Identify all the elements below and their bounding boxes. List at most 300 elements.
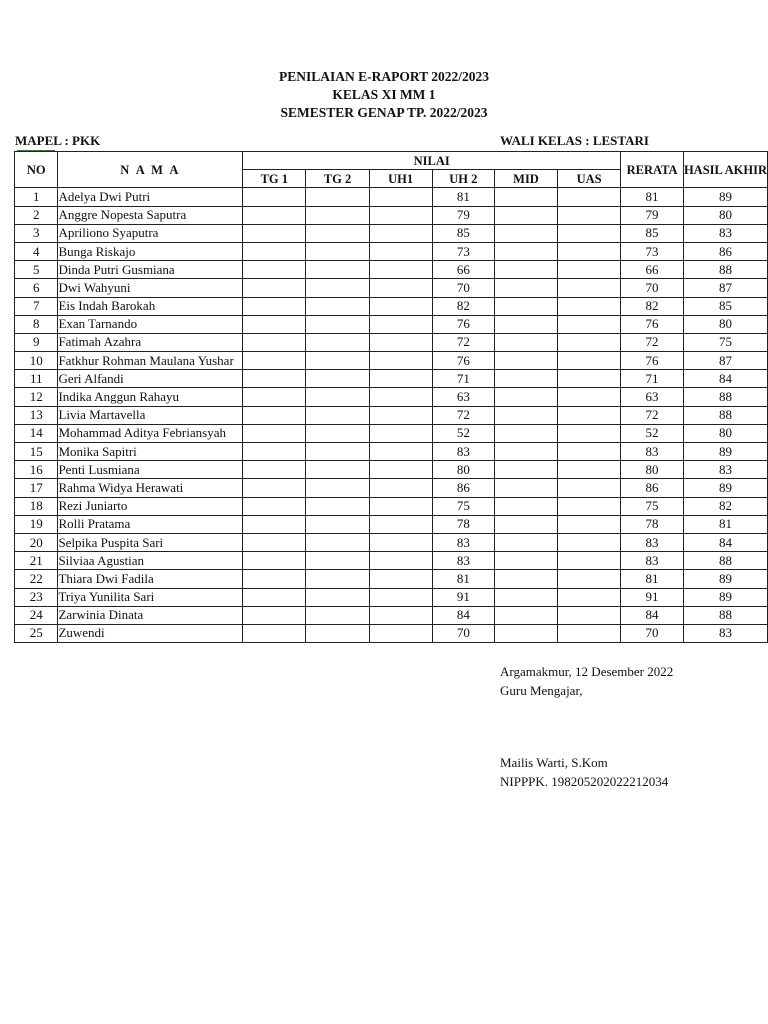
- cell-hasil: 88: [683, 552, 767, 570]
- cell-mid: [494, 224, 557, 242]
- cell-mid: [494, 333, 557, 351]
- cell-mid: [494, 188, 557, 206]
- cell-mid: [494, 497, 557, 515]
- cell-tg2: [306, 188, 369, 206]
- cell-uas: [558, 479, 621, 497]
- cell-uh2: 76: [432, 315, 494, 333]
- cell-hasil: 83: [683, 624, 767, 642]
- header-nilai: NILAI: [243, 152, 621, 170]
- signature-top: [500, 662, 673, 700]
- cell-uh2: 70: [432, 279, 494, 297]
- cell-hasil: 82: [683, 497, 767, 515]
- cell-hasil: 86: [683, 242, 767, 260]
- cell-rerata: 73: [621, 242, 684, 260]
- student-name: Exan Tarnando: [58, 316, 138, 332]
- header-uas: UAS: [558, 170, 621, 188]
- cell-uh1: [369, 333, 432, 351]
- table-row: [15, 206, 768, 224]
- student-name: Silviaa Agustian: [58, 552, 145, 568]
- cell-no: 24: [15, 606, 58, 624]
- cell-uh1: [369, 624, 432, 642]
- cell-hasil: 85: [683, 297, 767, 315]
- cell-rerata: 63: [621, 388, 684, 406]
- cell-mid: [494, 533, 557, 551]
- table-row: [15, 497, 768, 515]
- cell-uas: [558, 352, 621, 370]
- cell-uh2: 86: [432, 479, 494, 497]
- cell-tg1: [243, 461, 306, 479]
- cell-name: [58, 533, 243, 551]
- cell-mid: [494, 461, 557, 479]
- student-name: Bunga Riskajo: [58, 243, 136, 259]
- cell-tg2: [306, 624, 369, 642]
- cell-uh2: 81: [432, 570, 494, 588]
- table-row: [15, 570, 768, 588]
- cell-uas: [558, 552, 621, 570]
- cell-rerata: 78: [621, 515, 684, 533]
- cell-uas: [558, 315, 621, 333]
- cell-uas: [558, 370, 621, 388]
- cell-tg1: [243, 424, 306, 442]
- cell-rerata: 72: [621, 333, 684, 351]
- table-row: [15, 552, 768, 570]
- cell-uh2: 72: [432, 406, 494, 424]
- cell-uh2: 84: [432, 606, 494, 624]
- table-row: [15, 333, 768, 351]
- cell-hasil: 89: [683, 479, 767, 497]
- cell-uh1: [369, 406, 432, 424]
- cell-tg2: [306, 279, 369, 297]
- cell-uh1: [369, 188, 432, 206]
- mapel-label: MAPEL : PKK: [15, 133, 101, 148]
- student-name: Fatimah Azahra: [58, 334, 142, 350]
- cell-tg1: [243, 570, 306, 588]
- cell-tg1: [243, 479, 306, 497]
- cell-rerata: 81: [621, 570, 684, 588]
- cell-mid: [494, 606, 557, 624]
- table-row: [15, 424, 768, 442]
- cell-name: [58, 570, 243, 588]
- cell-uas: [558, 224, 621, 242]
- table-row: [15, 606, 768, 624]
- cell-uas: [558, 242, 621, 260]
- student-name: Mohammad Aditya Febriansyah: [58, 425, 226, 441]
- student-name: Rahma Widya Herawati: [58, 479, 184, 495]
- cell-tg2: [306, 497, 369, 515]
- cell-uh2: 73: [432, 242, 494, 260]
- title-line-1: PENILAIAN E-RAPORT 2022/2023: [278, 69, 490, 84]
- student-name: Monika Sapitri: [58, 443, 137, 459]
- cell-rerata: 85: [621, 224, 684, 242]
- cell-mid: [494, 570, 557, 588]
- cell-rerata: 75: [621, 497, 684, 515]
- cell-no: 14: [15, 424, 58, 442]
- cell-rerata: 86: [621, 479, 684, 497]
- cell-rerata: 70: [621, 624, 684, 642]
- cell-no: 17: [15, 479, 58, 497]
- header-hasil-akhir: HASIL AKHIR: [683, 152, 767, 188]
- cell-name: [58, 370, 243, 388]
- cell-tg1: [243, 297, 306, 315]
- table-row: [15, 242, 768, 260]
- cell-name: [58, 424, 243, 442]
- cell-tg2: [306, 606, 369, 624]
- cell-tg2: [306, 297, 369, 315]
- cell-name: [58, 224, 243, 242]
- cell-name: [58, 552, 243, 570]
- cell-tg2: [306, 552, 369, 570]
- cell-uh1: [369, 443, 432, 461]
- cell-hasil: 80: [683, 424, 767, 442]
- cell-tg1: [243, 188, 306, 206]
- cell-rerata: 83: [621, 443, 684, 461]
- table-row: [15, 261, 768, 279]
- cell-mid: [494, 261, 557, 279]
- cell-uh2: 80: [432, 461, 494, 479]
- student-name: Rezi Juniarto: [58, 498, 128, 514]
- cell-uh1: [369, 461, 432, 479]
- cell-uh2: 85: [432, 224, 494, 242]
- cell-tg1: [243, 315, 306, 333]
- cell-mid: [494, 206, 557, 224]
- cell-no: 22: [15, 570, 58, 588]
- cell-uas: [558, 261, 621, 279]
- student-name: Indika Anggun Rahayu: [58, 389, 180, 405]
- cell-uh2: 91: [432, 588, 494, 606]
- cell-mid: [494, 515, 557, 533]
- cell-uh2: 82: [432, 297, 494, 315]
- cell-mid: [494, 624, 557, 642]
- cell-tg1: [243, 352, 306, 370]
- cell-uh2: 75: [432, 497, 494, 515]
- cell-hasil: 84: [683, 533, 767, 551]
- cell-tg1: [243, 279, 306, 297]
- cell-uh1: [369, 606, 432, 624]
- cell-uas: [558, 497, 621, 515]
- student-name: Thiara Dwi Fadila: [58, 570, 154, 586]
- cell-uas: [558, 533, 621, 551]
- cell-name: [58, 279, 243, 297]
- cell-no: 9: [15, 333, 58, 351]
- cell-rerata: 84: [621, 606, 684, 624]
- place-date: Argamakmur, 12 Desember 2022: [500, 664, 674, 679]
- cell-no: 13: [15, 406, 58, 424]
- student-name: Geri Alfandi: [58, 370, 124, 386]
- cell-uas: [558, 424, 621, 442]
- cell-name: [58, 606, 243, 624]
- header-uh1: UH1: [369, 170, 432, 188]
- student-name: Rolli Pratama: [58, 516, 131, 532]
- cell-uh1: [369, 315, 432, 333]
- cell-no: 4: [15, 242, 58, 260]
- student-name: Zuwendi: [58, 625, 105, 641]
- cell-rerata: 76: [621, 315, 684, 333]
- table-row: [15, 279, 768, 297]
- table-row: [15, 352, 768, 370]
- cell-tg2: [306, 570, 369, 588]
- table-row: [15, 443, 768, 461]
- cell-uas: [558, 206, 621, 224]
- cell-tg1: [243, 406, 306, 424]
- table-row: [15, 188, 768, 206]
- cell-rerata: 76: [621, 352, 684, 370]
- signer-role: Guru Mengajar,: [500, 683, 583, 698]
- cell-uas: [558, 515, 621, 533]
- cell-mid: [494, 388, 557, 406]
- cell-tg1: [243, 515, 306, 533]
- cell-tg2: [306, 333, 369, 351]
- student-name: Adelya Dwi Putri: [58, 188, 151, 204]
- cell-no: 23: [15, 588, 58, 606]
- cell-name: [58, 188, 243, 206]
- cell-tg2: [306, 479, 369, 497]
- cell-tg1: [243, 497, 306, 515]
- cell-tg2: [306, 424, 369, 442]
- student-name: Triya Yunilita Sari: [58, 589, 155, 605]
- cell-uh1: [369, 279, 432, 297]
- cell-uas: [558, 606, 621, 624]
- cell-uh2: 52: [432, 424, 494, 442]
- header-nama: N A M A: [58, 152, 243, 188]
- cell-hasil: 89: [683, 443, 767, 461]
- cell-uh2: 72: [432, 333, 494, 351]
- cell-uh2: 66: [432, 261, 494, 279]
- cell-name: [58, 588, 243, 606]
- table-row: [15, 515, 768, 533]
- cell-mid: [494, 370, 557, 388]
- cell-mid: [494, 242, 557, 260]
- header-rerata: RERATA: [621, 152, 684, 188]
- cell-uas: [558, 461, 621, 479]
- cell-uas: [558, 297, 621, 315]
- table-row: [15, 388, 768, 406]
- title-line-3: SEMESTER GENAP TP. 2022/2023: [280, 105, 488, 120]
- cell-name: [58, 624, 243, 642]
- cell-no: 12: [15, 388, 58, 406]
- cell-mid: [494, 279, 557, 297]
- cell-tg2: [306, 242, 369, 260]
- signature-bottom: [500, 753, 668, 791]
- cell-uh2: 78: [432, 515, 494, 533]
- cell-name: [58, 497, 243, 515]
- cell-no: 18: [15, 497, 58, 515]
- cell-uh2: 79: [432, 206, 494, 224]
- table-row: [15, 588, 768, 606]
- cell-rerata: 81: [621, 188, 684, 206]
- cell-uh1: [369, 224, 432, 242]
- cell-tg1: [243, 606, 306, 624]
- cell-no: 19: [15, 515, 58, 533]
- cell-uh2: 81: [432, 188, 494, 206]
- cell-tg2: [306, 261, 369, 279]
- cell-rerata: 83: [621, 552, 684, 570]
- cell-mid: [494, 552, 557, 570]
- cell-no: 8: [15, 315, 58, 333]
- cell-uh1: [369, 479, 432, 497]
- cell-rerata: 72: [621, 406, 684, 424]
- cell-tg1: [243, 224, 306, 242]
- cell-uh1: [369, 515, 432, 533]
- cell-tg1: [243, 206, 306, 224]
- cell-uas: [558, 570, 621, 588]
- cell-tg2: [306, 515, 369, 533]
- cell-tg2: [306, 443, 369, 461]
- cell-uh2: 76: [432, 352, 494, 370]
- cell-uas: [558, 388, 621, 406]
- cell-hasil: 83: [683, 461, 767, 479]
- cell-rerata: 80: [621, 461, 684, 479]
- cell-uas: [558, 279, 621, 297]
- cell-name: [58, 443, 243, 461]
- cell-tg2: [306, 315, 369, 333]
- cell-hasil: 89: [683, 188, 767, 206]
- cell-hasil: 87: [683, 352, 767, 370]
- cell-no: 21: [15, 552, 58, 570]
- cell-no: 5: [15, 261, 58, 279]
- student-name: Penti Lusmiana: [58, 461, 140, 477]
- cell-hasil: 80: [683, 206, 767, 224]
- cell-tg2: [306, 224, 369, 242]
- table-row: [15, 370, 768, 388]
- cell-tg1: [243, 443, 306, 461]
- cell-mid: [494, 588, 557, 606]
- cell-name: [58, 352, 243, 370]
- cell-tg2: [306, 533, 369, 551]
- cell-uh1: [369, 370, 432, 388]
- cell-hasil: 87: [683, 279, 767, 297]
- signer-nip: NIPPPK. 198205202022212034: [500, 774, 669, 789]
- cell-tg2: [306, 406, 369, 424]
- table-row: [15, 533, 768, 551]
- cell-hasil: 88: [683, 606, 767, 624]
- cell-no: 3: [15, 224, 58, 242]
- cell-no: 6: [15, 279, 58, 297]
- table-row: [15, 297, 768, 315]
- cell-uh1: [369, 261, 432, 279]
- cell-tg1: [243, 370, 306, 388]
- header-mid: MID: [494, 170, 557, 188]
- cell-hasil: 80: [683, 315, 767, 333]
- cell-uh2: 63: [432, 388, 494, 406]
- cell-rerata: 79: [621, 206, 684, 224]
- cell-hasil: 89: [683, 570, 767, 588]
- cell-uh2: 83: [432, 552, 494, 570]
- document-title: [0, 68, 768, 122]
- student-name: Selpika Puspita Sari: [58, 534, 164, 550]
- header-tg1: TG 1: [243, 170, 306, 188]
- cell-no: 1: [15, 188, 58, 206]
- cell-no: 7: [15, 297, 58, 315]
- cell-hasil: 88: [683, 406, 767, 424]
- cell-uas: [558, 188, 621, 206]
- cell-tg2: [306, 206, 369, 224]
- student-name: Fatkhur Rohman Maulana Yushar: [58, 352, 234, 368]
- cell-no: 15: [15, 443, 58, 461]
- cell-hasil: 81: [683, 515, 767, 533]
- cell-uh1: [369, 552, 432, 570]
- cell-rerata: 70: [621, 279, 684, 297]
- student-name: Dwi Wahyuni: [58, 279, 131, 295]
- cell-hasil: 83: [683, 224, 767, 242]
- grades-table: [14, 151, 768, 643]
- cell-rerata: 83: [621, 533, 684, 551]
- cell-uh1: [369, 570, 432, 588]
- cell-uas: [558, 624, 621, 642]
- cell-name: [58, 479, 243, 497]
- table-row: [15, 624, 768, 642]
- cell-no: 2: [15, 206, 58, 224]
- cell-name: [58, 261, 243, 279]
- cell-no: 20: [15, 533, 58, 551]
- cell-name: [58, 388, 243, 406]
- cell-tg2: [306, 352, 369, 370]
- wali-kelas-label: WALI KELAS : LESTARI: [500, 133, 649, 148]
- cell-name: [58, 315, 243, 333]
- cell-uh2: 71: [432, 370, 494, 388]
- cell-name: [58, 333, 243, 351]
- cell-mid: [494, 297, 557, 315]
- cell-hasil: 88: [683, 388, 767, 406]
- table-row: [15, 406, 768, 424]
- cell-tg2: [306, 388, 369, 406]
- student-name: Eis Indah Barokah: [58, 298, 156, 314]
- cell-uh2: 70: [432, 624, 494, 642]
- cell-name: [58, 206, 243, 224]
- student-name: Dinda Putri Gusmiana: [58, 261, 175, 277]
- cell-mid: [494, 352, 557, 370]
- cell-no: 16: [15, 461, 58, 479]
- cell-uh2: 83: [432, 443, 494, 461]
- cell-uh1: [369, 497, 432, 515]
- student-name: Zarwinia Dinata: [58, 607, 144, 623]
- student-name: Livia Martavella: [58, 407, 146, 423]
- cell-uh1: [369, 588, 432, 606]
- cell-mid: [494, 479, 557, 497]
- cell-no: 25: [15, 624, 58, 642]
- cell-uas: [558, 443, 621, 461]
- cell-hasil: 88: [683, 261, 767, 279]
- table-row: [15, 224, 768, 242]
- cell-uh1: [369, 533, 432, 551]
- cell-mid: [494, 443, 557, 461]
- cell-hasil: 75: [683, 333, 767, 351]
- cell-tg1: [243, 333, 306, 351]
- cell-mid: [494, 315, 557, 333]
- cell-name: [58, 515, 243, 533]
- header-tg2: TG 2: [306, 170, 369, 188]
- cell-tg1: [243, 624, 306, 642]
- cell-tg1: [243, 588, 306, 606]
- table-row: [15, 461, 768, 479]
- cell-uh1: [369, 388, 432, 406]
- cell-no: 11: [15, 370, 58, 388]
- cell-rerata: 52: [621, 424, 684, 442]
- cell-uas: [558, 406, 621, 424]
- cell-tg2: [306, 461, 369, 479]
- cell-tg1: [243, 388, 306, 406]
- cell-rerata: 66: [621, 261, 684, 279]
- student-name: Apriliono Syaputra: [58, 225, 159, 241]
- cell-tg2: [306, 370, 369, 388]
- cell-uh1: [369, 242, 432, 260]
- cell-uh2: 83: [432, 533, 494, 551]
- cell-hasil: 89: [683, 588, 767, 606]
- cell-tg1: [243, 261, 306, 279]
- header-no: NO: [15, 152, 58, 188]
- cell-rerata: 82: [621, 297, 684, 315]
- cell-rerata: 91: [621, 588, 684, 606]
- header-uh2: UH 2: [432, 170, 494, 188]
